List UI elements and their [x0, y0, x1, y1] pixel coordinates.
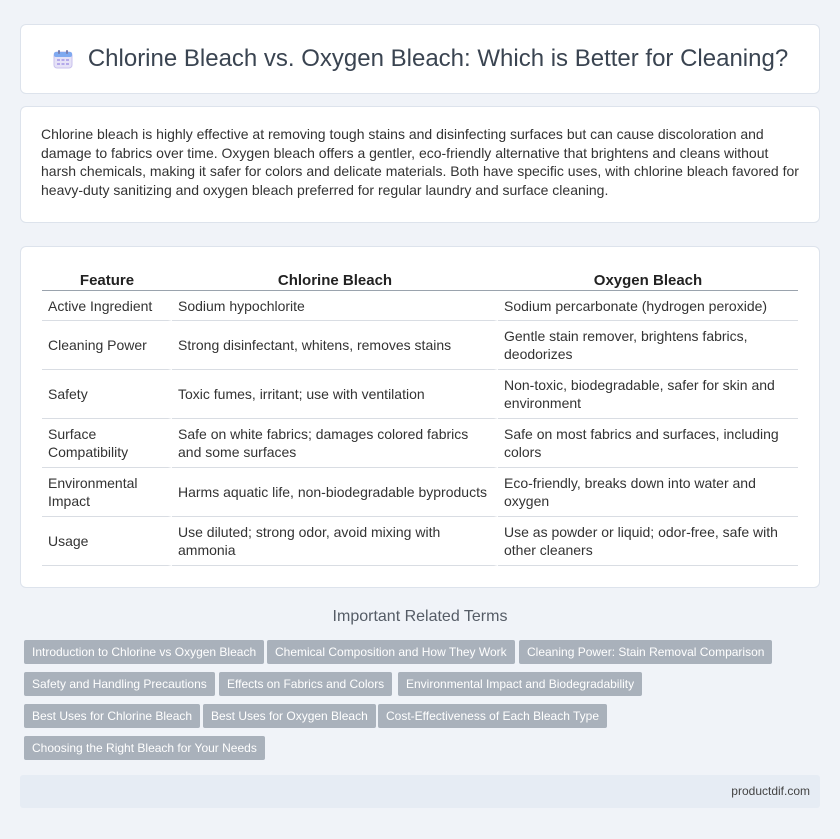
related-term-tag[interactable]: Effects on Fabrics and Colors	[219, 672, 392, 696]
cell-chlorine: Harms aquatic life, non-biodegradable byproducts	[172, 468, 498, 517]
cell-chlorine: Strong disinfectant, whitens, removes stains	[172, 321, 498, 370]
table-row	[42, 517, 798, 566]
related-term-tag[interactable]: Best Uses for Oxygen Bleach	[203, 704, 376, 728]
cell-oxygen: Non-toxic, biodegradable, safer for skin and environment	[498, 370, 798, 419]
header-oxygen-bleach: Oxygen Bleach	[498, 265, 798, 291]
cell-oxygen: Use as powder or liquid; odor-free, safe with other cleaners	[498, 517, 798, 566]
cell-chlorine: Toxic fumes, irritant; use with ventilation	[172, 370, 498, 419]
related-term-tag[interactable]: Cleaning Power: Stain Removal Comparison	[519, 640, 772, 664]
cell-feature: Cleaning Power	[42, 321, 172, 370]
related-term-tag[interactable]: Best Uses for Chlorine Bleach	[24, 704, 200, 728]
table-row	[42, 370, 798, 419]
header-feature: Feature	[42, 265, 172, 291]
related-term-tag[interactable]: Choosing the Right Bleach for Your Needs	[24, 736, 265, 760]
table-row	[42, 419, 798, 468]
table-row	[42, 468, 798, 517]
cell-feature: Active Ingredient	[42, 291, 172, 321]
cell-feature: Usage	[42, 517, 172, 566]
related-terms-title: Important Related Terms	[332, 608, 508, 625]
comparison-table-card	[20, 246, 820, 588]
header-card	[20, 24, 820, 94]
related-term-tag[interactable]: Environmental Impact and Biodegradability	[398, 672, 642, 696]
related-term-tag[interactable]: Chemical Composition and How They Work	[267, 640, 515, 664]
table-row	[42, 291, 798, 321]
page-title: Chlorine Bleach vs. Oxygen Bleach: Which is Better for Cleaning?	[87, 45, 789, 72]
related-term-tag[interactable]: Introduction to Chlorine vs Oxygen Bleach	[24, 640, 264, 664]
comparison-table	[42, 265, 798, 566]
cell-feature: Surface Compatibility	[42, 419, 172, 468]
related-term-tag[interactable]: Cost-Effectiveness of Each Bleach Type	[378, 704, 607, 728]
intro-text: Chlorine bleach is highly effective at removing tough stains and disinfecting surfaces but can cause discoloration and damage to fabrics over time. Oxygen bleach offers a gentler, eco-friendly alternative that brightens and cleans without harsh chemicals, making it safer for colors and delicate materials. Both have specific uses, with chlorine bleach favored for heavy-duty sanitizing and oxygen bleach preferred for regular laundry and surface cleaning.	[41, 126, 799, 198]
intro-card	[20, 106, 820, 223]
cell-chlorine: Sodium hypochlorite	[172, 291, 498, 321]
cell-chlorine: Safe on white fabrics; damages colored fabrics and some surfaces	[172, 419, 498, 468]
table-header-row	[42, 265, 798, 291]
header-chlorine-bleach: Chlorine Bleach	[172, 265, 498, 291]
cell-feature: Safety	[42, 370, 172, 419]
cell-feature: Environmental Impact	[42, 468, 172, 517]
cell-oxygen: Gentle stain remover, brightens fabrics, deodorizes	[498, 321, 798, 370]
related-term-tag[interactable]: Safety and Handling Precautions	[24, 672, 215, 696]
cell-oxygen: Safe on most fabrics and surfaces, including colors	[498, 419, 798, 468]
footer	[20, 775, 820, 808]
cell-chlorine: Use diluted; strong odor, avoid mixing with ammonia	[172, 517, 498, 566]
footer-site[interactable]: productdif.com	[731, 784, 810, 798]
table-row	[42, 321, 798, 370]
calendar-icon	[52, 48, 74, 70]
cell-oxygen: Sodium percarbonate (hydrogen peroxide)	[498, 291, 798, 321]
cell-oxygen: Eco-friendly, breaks down into water and oxygen	[498, 468, 798, 517]
